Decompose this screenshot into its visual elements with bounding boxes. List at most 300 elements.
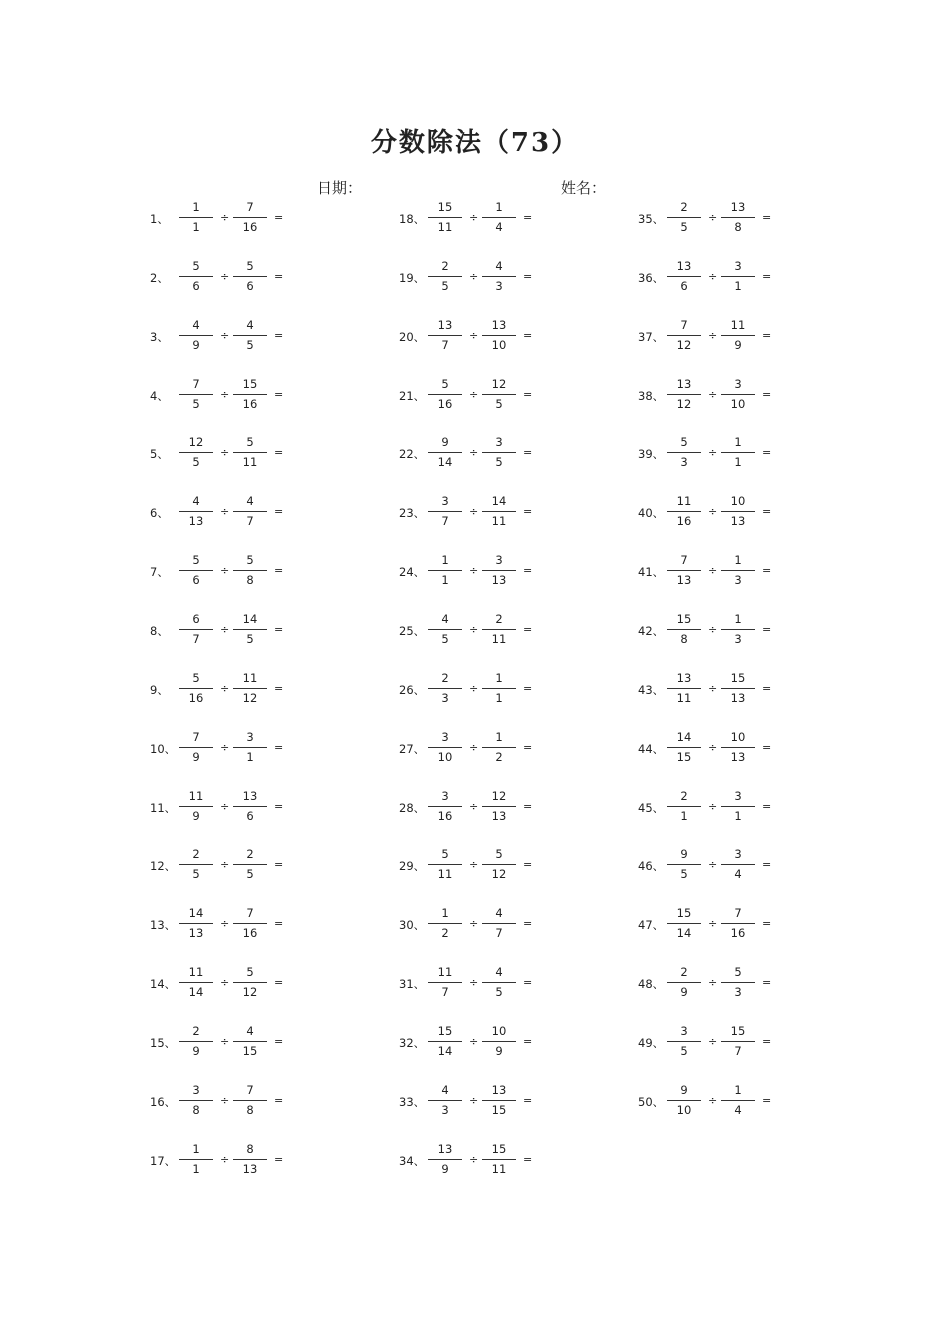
fraction-bar: [179, 629, 213, 630]
divide-sign: ÷: [220, 858, 230, 872]
equals-sign: =: [274, 1034, 284, 1048]
numerator: 5: [441, 376, 449, 391]
denominator: 1: [495, 690, 503, 705]
divisor-fraction: [233, 1023, 267, 1059]
denominator: 16: [242, 926, 258, 941]
problem-number: 32、: [399, 1035, 426, 1050]
numerator: 5: [680, 435, 688, 450]
dividend-fraction: [179, 376, 213, 412]
denominator: 16: [730, 926, 746, 941]
dividend-fraction: [428, 317, 462, 353]
numerator: 15: [437, 200, 453, 214]
dividend-fraction: [667, 1023, 701, 1059]
problem-item: [399, 552, 559, 592]
divide-sign: ÷: [708, 564, 718, 578]
problem-number: 34、: [399, 1153, 426, 1168]
denominator: 9: [734, 337, 742, 352]
denominator: 9: [192, 808, 200, 823]
divide-sign: ÷: [220, 387, 230, 401]
numerator: 11: [242, 670, 258, 685]
denominator: 3: [441, 1102, 449, 1117]
problem-number: 33、: [399, 1094, 426, 1109]
fraction-bar: [482, 452, 516, 453]
divisor-fraction: [482, 905, 516, 941]
numerator: 7: [680, 553, 688, 568]
denominator: 13: [676, 573, 692, 588]
denominator: 4: [734, 1102, 742, 1117]
fraction-bar: [233, 688, 267, 689]
denominator: 4: [734, 867, 742, 882]
dividend-fraction: [428, 846, 462, 882]
equals-sign: =: [274, 917, 284, 931]
denominator: 5: [680, 220, 688, 234]
dividend-fraction: [428, 729, 462, 765]
problem-item: [150, 964, 310, 1004]
numerator: 3: [441, 494, 449, 509]
problem-item: [638, 670, 798, 710]
denominator: 1: [734, 808, 742, 823]
fraction-bar: [233, 629, 267, 630]
divide-sign: ÷: [708, 269, 718, 283]
denominator: 12: [242, 690, 258, 705]
fraction-bar: [667, 806, 701, 807]
denominator: 16: [437, 396, 453, 411]
equals-sign: =: [274, 740, 284, 754]
divisor-fraction: [721, 199, 755, 235]
fraction-bar: [428, 217, 462, 218]
problem-item: [150, 611, 310, 651]
fraction-bar: [721, 806, 755, 807]
denominator: 13: [491, 573, 507, 588]
dividend-fraction: [428, 376, 462, 412]
divisor-fraction: [482, 964, 516, 1000]
numerator: 11: [676, 494, 692, 509]
numerator: 4: [192, 494, 200, 509]
fraction-bar: [233, 982, 267, 983]
equals-sign: =: [762, 269, 772, 283]
equals-sign: =: [762, 211, 772, 224]
problem-number: 20、: [399, 329, 426, 344]
fraction-bar: [233, 335, 267, 336]
divide-sign: ÷: [469, 328, 479, 342]
denominator: 15: [491, 1102, 507, 1117]
numerator: 10: [730, 729, 746, 744]
fraction-bar: [721, 1041, 755, 1042]
divisor-fraction: [482, 788, 516, 824]
divisor-fraction: [721, 729, 755, 765]
equals-sign: =: [274, 269, 284, 283]
divisor-fraction: [482, 729, 516, 765]
dividend-fraction: [179, 1082, 213, 1118]
problem-item: [150, 729, 310, 769]
denominator: 3: [680, 455, 688, 470]
numerator: 1: [495, 670, 503, 685]
numerator: 13: [491, 317, 507, 332]
fraction-bar: [179, 217, 213, 218]
problem-number: 36、: [638, 270, 665, 285]
fraction-bar: [233, 1041, 267, 1042]
divisor-fraction: [233, 317, 267, 353]
equals-sign: =: [523, 799, 533, 813]
dividend-fraction: [667, 1082, 701, 1118]
numerator: 10: [730, 494, 746, 509]
problem-item: [638, 905, 798, 945]
fraction-bar: [482, 923, 516, 924]
fraction-bar: [482, 629, 516, 630]
numerator: 3: [734, 788, 742, 803]
divide-sign: ÷: [708, 858, 718, 872]
divide-sign: ÷: [469, 976, 479, 990]
equals-sign: =: [523, 211, 533, 224]
fraction-bar: [233, 747, 267, 748]
fraction-bar: [667, 982, 701, 983]
numerator: 4: [495, 906, 503, 921]
equals-sign: =: [523, 505, 533, 519]
denominator: 13: [491, 808, 507, 823]
denominator: 7: [734, 1043, 742, 1058]
fraction-bar: [667, 570, 701, 571]
denominator: 11: [491, 631, 507, 646]
numerator: 13: [676, 670, 692, 685]
numerator: 2: [680, 200, 688, 214]
denominator: 3: [495, 278, 503, 293]
fraction-bar: [428, 747, 462, 748]
divisor-fraction: [233, 199, 267, 235]
fraction-bar: [233, 394, 267, 395]
denominator: 8: [246, 1102, 254, 1117]
divide-sign: ÷: [220, 917, 230, 931]
denominator: 5: [495, 455, 503, 470]
fraction-bar: [482, 806, 516, 807]
problem-item: [150, 788, 310, 828]
equals-sign: =: [274, 1152, 284, 1166]
denominator: 9: [192, 749, 200, 764]
problem-number: 26、: [399, 682, 426, 697]
denominator: 10: [437, 749, 453, 764]
numerator: 2: [246, 847, 254, 862]
divisor-fraction: [721, 1023, 755, 1059]
numerator: 2: [441, 258, 449, 273]
dividend-fraction: [179, 788, 213, 824]
numerator: 13: [491, 1082, 507, 1097]
denominator: 9: [680, 985, 688, 1000]
equals-sign: =: [274, 505, 284, 519]
equals-sign: =: [274, 1093, 284, 1107]
equals-sign: =: [523, 1152, 533, 1166]
divide-sign: ÷: [708, 328, 718, 342]
dividend-fraction: [428, 964, 462, 1000]
fraction-bar: [482, 1100, 516, 1101]
divisor-fraction: [482, 434, 516, 470]
denominator: 5: [246, 337, 254, 352]
equals-sign: =: [762, 917, 772, 931]
divide-sign: ÷: [469, 269, 479, 283]
denominator: 1: [441, 573, 449, 588]
numerator: 2: [192, 1023, 200, 1038]
problem-item: [399, 493, 559, 533]
denominator: 1: [734, 278, 742, 293]
divide-sign: ÷: [708, 1093, 718, 1107]
numerator: 13: [242, 788, 258, 803]
divisor-fraction: [233, 552, 267, 588]
problem-number: 48、: [638, 977, 665, 992]
denominator: 13: [188, 926, 204, 941]
fraction-bar: [721, 923, 755, 924]
problem-number: 24、: [399, 565, 426, 580]
fraction-bar: [428, 335, 462, 336]
problem-number: 7、: [150, 565, 169, 580]
numerator: 13: [437, 1141, 453, 1156]
fraction-bar: [667, 217, 701, 218]
equals-sign: =: [274, 446, 284, 460]
divisor-fraction: [482, 317, 516, 353]
fraction-bar: [482, 688, 516, 689]
dividend-fraction: [179, 317, 213, 353]
problem-item: [150, 1023, 310, 1063]
numerator: 14: [188, 906, 204, 921]
problem-item: [150, 552, 310, 592]
divisor-fraction: [482, 1023, 516, 1059]
numerator: 15: [491, 1141, 507, 1156]
problem-item: [638, 729, 798, 769]
divisor-fraction: [721, 905, 755, 941]
problem-number: 50、: [638, 1094, 665, 1109]
problem-item: [638, 434, 798, 474]
denominator: 3: [441, 690, 449, 705]
numerator: 3: [680, 1023, 688, 1038]
denominator: 16: [188, 690, 204, 705]
numerator: 1: [192, 200, 200, 214]
equals-sign: =: [762, 740, 772, 754]
denominator: 5: [192, 455, 200, 470]
fraction-bar: [233, 806, 267, 807]
numerator: 14: [491, 494, 507, 509]
fraction-bar: [721, 452, 755, 453]
divisor-fraction: [233, 905, 267, 941]
problem-item: [150, 1082, 310, 1122]
equals-sign: =: [523, 681, 533, 695]
denominator: 9: [441, 1161, 449, 1176]
denominator: 6: [192, 573, 200, 588]
numerator: 9: [441, 435, 449, 450]
numerator: 1: [192, 1141, 200, 1156]
divisor-fraction: [233, 846, 267, 882]
divide-sign: ÷: [469, 799, 479, 813]
fraction-bar: [721, 864, 755, 865]
dividend-fraction: [428, 905, 462, 941]
equals-sign: =: [523, 976, 533, 990]
denominator: 11: [491, 514, 507, 529]
fraction-bar: [179, 452, 213, 453]
fraction-bar: [667, 629, 701, 630]
numerator: 4: [495, 965, 503, 980]
denominator: 7: [441, 337, 449, 352]
divide-sign: ÷: [220, 1034, 230, 1048]
denominator: 7: [441, 985, 449, 1000]
equals-sign: =: [523, 1093, 533, 1107]
equals-sign: =: [523, 740, 533, 754]
numerator: 11: [730, 317, 746, 332]
dividend-fraction: [428, 434, 462, 470]
fraction-bar: [179, 923, 213, 924]
divisor-fraction: [721, 376, 755, 412]
numerator: 3: [734, 258, 742, 273]
equals-sign: =: [523, 269, 533, 283]
denominator: 4: [495, 220, 503, 234]
divisor-fraction: [233, 434, 267, 470]
dividend-fraction: [179, 729, 213, 765]
numerator: 3: [495, 553, 503, 568]
denominator: 5: [441, 278, 449, 293]
divisor-fraction: [233, 964, 267, 1000]
dividend-fraction: [179, 905, 213, 941]
problem-number: 1、: [150, 212, 169, 226]
problem-item: [638, 1023, 798, 1063]
problem-number: 12、: [150, 859, 177, 874]
name-label: 姓名：: [561, 179, 607, 197]
divide-sign: ÷: [220, 799, 230, 813]
problem-number: 28、: [399, 800, 426, 815]
denominator: 16: [437, 808, 453, 823]
numerator: 1: [734, 611, 742, 626]
dividend-fraction: [179, 846, 213, 882]
dividend-fraction: [667, 199, 701, 235]
problem-number: 49、: [638, 1035, 665, 1050]
divisor-fraction: [721, 611, 755, 647]
dividend-fraction: [667, 670, 701, 706]
denominator: 5: [192, 396, 200, 411]
fraction-bar: [428, 1100, 462, 1101]
problem-number: 15、: [150, 1035, 177, 1050]
problem-item: [399, 258, 559, 298]
divide-sign: ÷: [220, 446, 230, 460]
numerator: 7: [246, 1082, 254, 1097]
dividend-fraction: [428, 788, 462, 824]
fraction-bar: [179, 864, 213, 865]
dividend-fraction: [179, 258, 213, 294]
divisor-fraction: [482, 670, 516, 706]
problem-item: [399, 611, 559, 651]
numerator: 4: [441, 611, 449, 626]
denominator: 3: [734, 631, 742, 646]
divide-sign: ÷: [469, 1093, 479, 1107]
problem-item: [638, 611, 798, 651]
denominator: 14: [676, 926, 692, 941]
numerator: 10: [491, 1023, 507, 1038]
fraction-bar: [428, 452, 462, 453]
numerator: 3: [495, 435, 503, 450]
divide-sign: ÷: [469, 681, 479, 695]
divisor-fraction: [482, 552, 516, 588]
numerator: 3: [441, 729, 449, 744]
fraction-bar: [179, 1159, 213, 1160]
denominator: 9: [192, 337, 200, 352]
denominator: 11: [242, 455, 258, 470]
fraction-bar: [428, 629, 462, 630]
fraction-bar: [667, 276, 701, 277]
denominator: 8: [734, 220, 742, 234]
problem-item: [399, 846, 559, 886]
problem-item: [399, 317, 559, 357]
divide-sign: ÷: [708, 799, 718, 813]
divisor-fraction: [721, 788, 755, 824]
denominator: 1: [680, 808, 688, 823]
divide-sign: ÷: [708, 917, 718, 931]
numerator: 1: [734, 553, 742, 568]
equals-sign: =: [274, 387, 284, 401]
numerator: 8: [246, 1141, 254, 1156]
problem-item: [150, 1141, 310, 1181]
problem-number: 13、: [150, 918, 177, 933]
problem-number: 44、: [638, 741, 665, 756]
divide-sign: ÷: [469, 1034, 479, 1048]
numerator: 15: [676, 906, 692, 921]
divisor-fraction: [482, 376, 516, 412]
numerator: 2: [441, 670, 449, 685]
denominator: 7: [495, 926, 503, 941]
equals-sign: =: [523, 622, 533, 636]
denominator: 3: [734, 573, 742, 588]
fraction-bar: [721, 747, 755, 748]
dividend-fraction: [667, 258, 701, 294]
dividend-fraction: [428, 1023, 462, 1059]
denominator: 11: [437, 867, 453, 882]
problem-item: [150, 199, 310, 239]
numerator: 13: [676, 258, 692, 273]
numerator: 7: [246, 906, 254, 921]
fraction-bar: [721, 688, 755, 689]
fraction-bar: [233, 923, 267, 924]
fraction-bar: [233, 217, 267, 218]
divisor-fraction: [482, 611, 516, 647]
date-label: 日期：: [317, 179, 363, 197]
divisor-fraction: [233, 1141, 267, 1177]
fraction-bar: [233, 1159, 267, 1160]
dividend-fraction: [428, 258, 462, 294]
numerator: 7: [246, 200, 254, 214]
problem-item: [150, 846, 310, 886]
fraction-bar: [667, 923, 701, 924]
equals-sign: =: [523, 387, 533, 401]
problem-number: 27、: [399, 741, 426, 756]
denominator: 1: [246, 749, 254, 764]
divisor-fraction: [233, 611, 267, 647]
numerator: 15: [730, 670, 746, 685]
dividend-fraction: [179, 611, 213, 647]
equals-sign: =: [523, 1034, 533, 1048]
numerator: 9: [680, 1082, 688, 1097]
divisor-fraction: [233, 493, 267, 529]
problem-number: 6、: [150, 506, 169, 521]
denominator: 8: [246, 573, 254, 588]
equals-sign: =: [762, 387, 772, 401]
problem-item: [150, 258, 310, 298]
dividend-fraction: [428, 1082, 462, 1118]
fraction-bar: [233, 276, 267, 277]
fraction-bar: [428, 982, 462, 983]
dividend-fraction: [667, 729, 701, 765]
denominator: 7: [192, 631, 200, 646]
dividend-fraction: [428, 552, 462, 588]
problem-item: [638, 493, 798, 533]
denominator: 6: [246, 278, 254, 293]
problem-number: 11、: [150, 800, 177, 815]
denominator: 11: [676, 690, 692, 705]
dividend-fraction: [179, 552, 213, 588]
problem-item: [150, 317, 310, 357]
fraction-bar: [233, 452, 267, 453]
equals-sign: =: [762, 681, 772, 695]
